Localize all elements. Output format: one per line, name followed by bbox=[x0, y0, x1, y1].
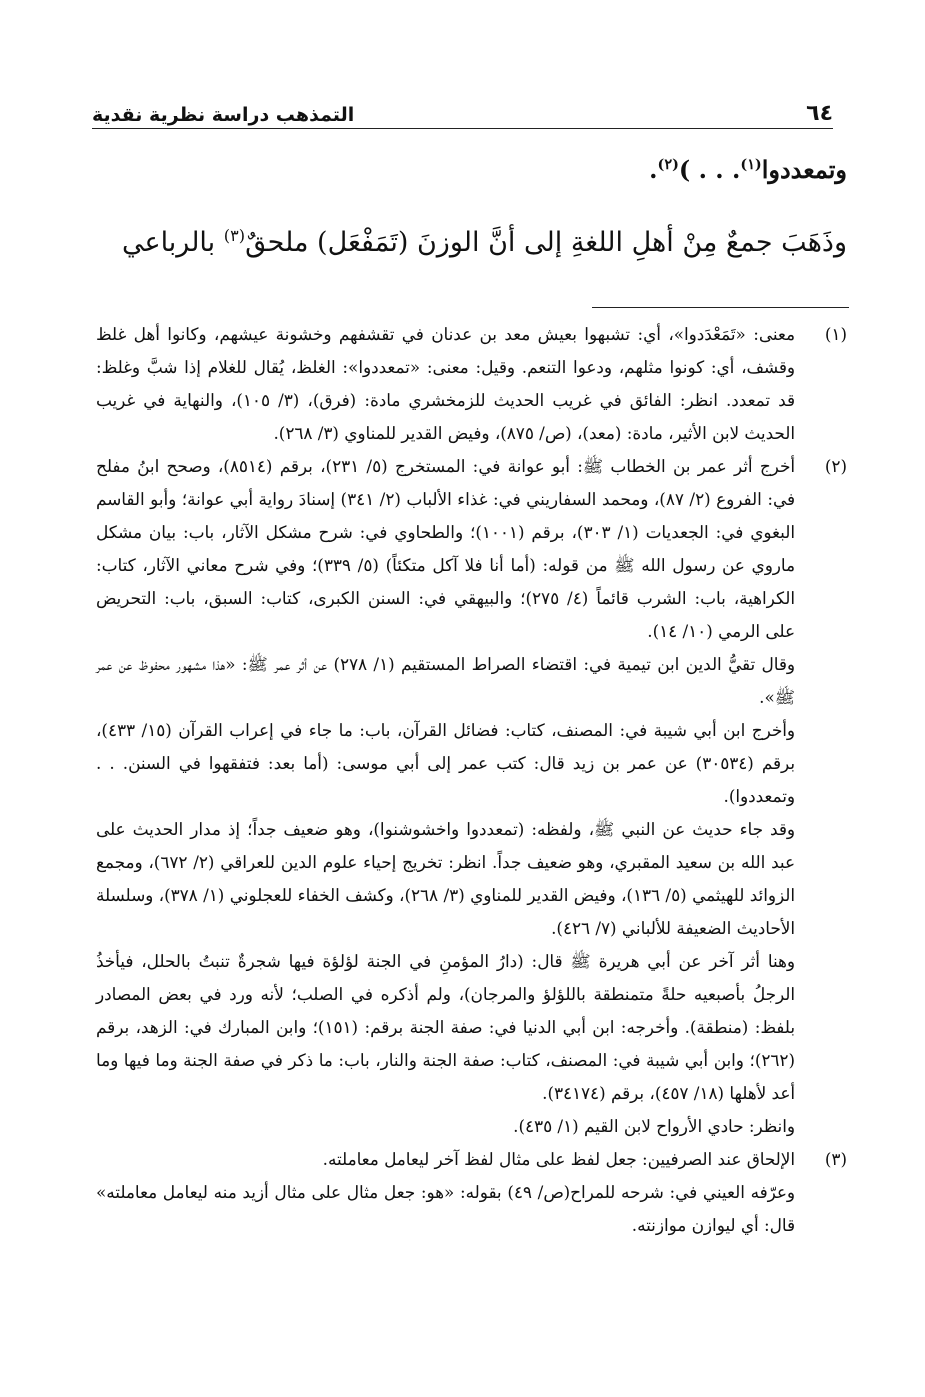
footnote-paragraph: وعرّفه العيني في: شرحه للمراح(ص/ ٤٩) بقوله: «هو: جعل مثال على مثال أزيد منه ليعامل معاملته» قال: أي ليوازن موازنته. bbox=[96, 1182, 795, 1235]
body-line-1: وتمعددوا$^{(١)}$. . . )$^{(٢)}$. bbox=[649, 155, 847, 184]
header-rule bbox=[92, 128, 833, 129]
footnote-paragraph: وقال تقيُّ الدين ابن تيمية في: اقتضاء الصراط المستقيم (١/ ٢٧٨) عن أثر عمر ﷺ: «هذا مشهور محفوظ عن عمر ﷺ». bbox=[96, 654, 795, 707]
footnote-paragraph: وانظر: حادي الأرواح لابن القيم (١/ ٤٣٥). bbox=[513, 1116, 795, 1136]
footnote-number: (١) bbox=[824, 324, 847, 344]
footnote-ref-1[interactable]: (١) bbox=[740, 156, 762, 173]
footnote-paragraph: وأخرج ابن أبي شيبة في: المصنف، كتاب: فضائل القرآن، باب: ما جاء في إعراب القرآن (١٥/ ٤٣٣)، برقم (٣٠٥٣٤) عن عمر بن زيد قال: كتب عمر إلى أبي موسى: (أما بعد: فتفقهوا في السنن. . . وتمعددوا). bbox=[96, 720, 795, 806]
running-header bbox=[92, 96, 833, 126]
footnote-ref-2[interactable]: (٢) bbox=[657, 156, 679, 173]
footnote-1 bbox=[96, 318, 847, 450]
footnote-separator bbox=[592, 307, 849, 308]
page-number: ٦٤ bbox=[806, 101, 833, 126]
footnote-number: (٢) bbox=[824, 456, 847, 476]
footnote-paragraph: وقد جاء حديث عن النبي ﷺ، ولفظه: (تمعددوا واخشوشنوا)، وهو ضعيف جداً؛ إذ مدار الحديث على عبد الله بن سعيد المقبري، وهو ضعيف جداً. انظر: تخريج إحياء علوم الدين للعراقي (٢/ ٦٧٢)، ومجمع الزوائد للهيثمي (٥/ ١٣٦)، وفيض القدير للمناوي (٣/ ٢٦٨)، وكشف الخفاء للعجلوني (١/ ٣٧٨)، وسلسلة الأحاديث الضعيفة للألباني (٧/ ٤٢٦). bbox=[96, 819, 796, 938]
footnote-2 bbox=[96, 450, 847, 1143]
footnotes bbox=[96, 318, 847, 1242]
footnote-number: (٣) bbox=[824, 1149, 847, 1169]
footnote-paragraph: أخرج أثر عمر بن الخطاب ﷺ: أبو عوانة في: المستخرج (٥/ ٢٣١)، برقم (٨٥١٤)، وصحح ابنُ مفلح في: الفروع (٢/ ٨٧)، ومحمد السفاريني في: غذاء الألباب (٢/ ٣٤١) إسنادَ رواية أبي عوانة؛ وأبو القاسم البغوي في: الجعديات (١/ ٣٠٣)، برقم (١٠٠١)؛ والطحاوي في: شرح مشكل الآثار، باب: بيان مشكل ماروي عن رسول الله ﷺ من قوله: (أما أنا فلا آكل متكئاً) (٥/ ٣٣٩)؛ وفي شرح معاني الآثار، كتاب: الكراهية، باب: الشرب قائماً (٤/ ٢٧٥)؛ والبيهقي في: السنن الكبرى، كتاب: السبق، باب: التحريض على الرمي (١٠/ ١٤). bbox=[96, 456, 796, 641]
running-title: التمذهب دراسة نظرية نقدية bbox=[92, 104, 355, 126]
footnote-paragraph: معنى: «تَمَعْدَدوا»، أي: تشبهوا بعيش معد بن عدنان في تقشفهم وخشونة عيشهم، وكانوا أهل غلظ وقشف، أي: كونوا مثلهم، ودعوا التنعم. وقيل: معنى: «تمعددوا»: الغلظ، يُقال للغلام إذا شبَّ وغلظ: قد تمعدد. انظر: الفائق في غريب الحديث للزمخشري مادة: (فرق)، (٣/ ١٠٥)، والنهاية في غريب الحديث لابن الأثير، مادة: (معد)، (ص/ ٨٧٥)، وفيض القدير للمناوي (٣/ ٢٦٨). bbox=[96, 324, 795, 443]
footnote-paragraph: الإلحاق عند الصرفيين: جعل لفظ على مثال لفظ آخر ليعامل معاملته. bbox=[322, 1149, 795, 1169]
footnote-ref-3[interactable]: (٣) bbox=[223, 226, 246, 245]
footnote-3 bbox=[96, 1143, 847, 1242]
footnote-paragraph: وهنا أثر آخر عن أبي هريرة ﷺ قال: (دارُ المؤمنِ في الجنة لؤلؤة فيها شجرةٌ تنبتُ بالحلل، فيأخذُ الرجلُ بأصبعيه حلةً متمنطقة باللؤلؤ والمرجان)، ولم أذكره في الصلب؛ لأنه ورد في بعض المصادر بلفظ: (منطقة). وأخرجه: ابن أبي الدنيا في: صفة الجنة برقم: (١٥١)؛ وابن المبارك في: الزهد، برقم (٢٦٢)؛ وابن أبي شيبة في: المصنف، كتاب: صفة الجنة والنار، باب: ما ذكر في صفة الجنة وما فيها وما أعد لأهلها (١٨/ ٤٥٧)، برقم (٣٤١٧٤). bbox=[96, 951, 795, 1103]
body-line-2: وذَهَبَ جمعٌ مِنْ أهلِ اللغةِ إلى أنَّ الوزنَ (تَمَفْعَل) ملحقٌ$^{(٣)}$ بالرباعي bbox=[121, 226, 847, 258]
